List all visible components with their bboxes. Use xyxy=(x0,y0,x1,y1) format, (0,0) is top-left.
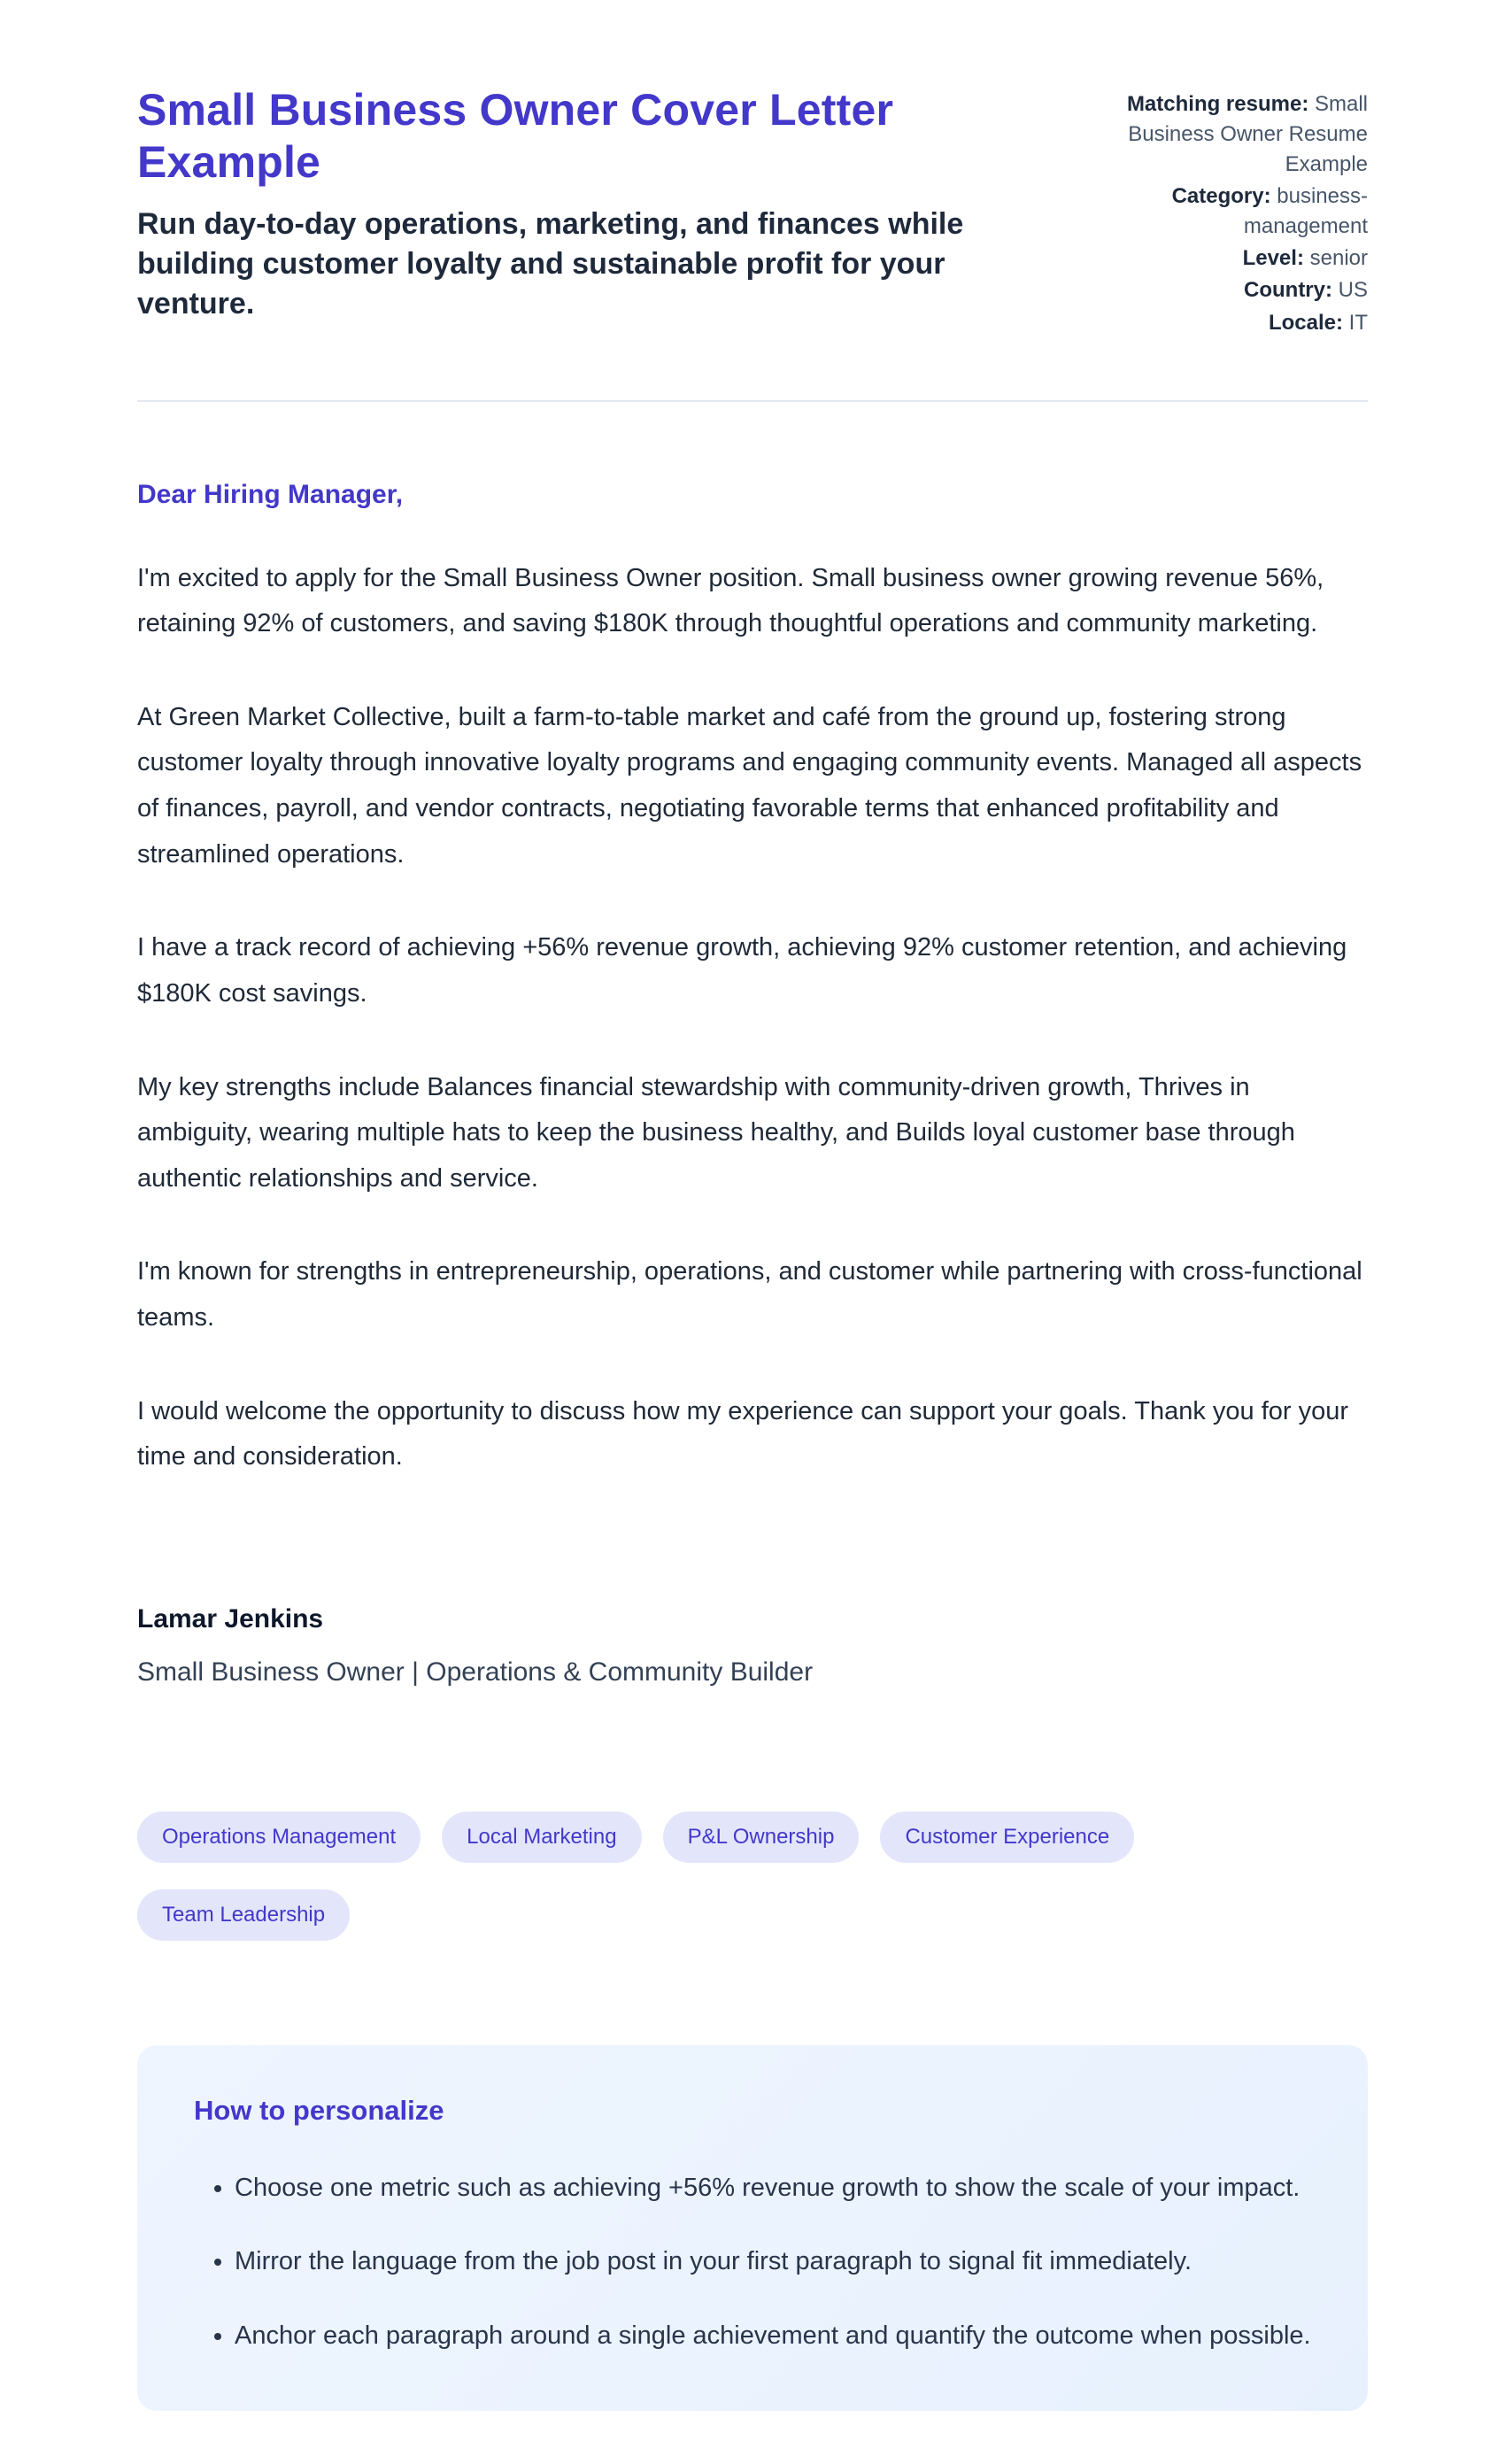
meta-matching-resume xyxy=(1111,89,1368,180)
meta-value: senior xyxy=(1309,246,1368,271)
skill-tag: Operations Management xyxy=(137,1811,421,1863)
meta-label: Category: xyxy=(1171,184,1271,209)
skill-tag: Local Marketing xyxy=(442,1811,641,1863)
skill-tags xyxy=(137,1811,1200,1941)
meta-label: Locale: xyxy=(1268,310,1343,335)
meta-label: Matching resume: xyxy=(1126,92,1309,116)
tip-item: • Mirror the language from the job post in your first paragraph to signal fit immediately. xyxy=(235,2239,1324,2285)
meta-value: business-management xyxy=(1243,184,1368,239)
resume-meta-panel xyxy=(1111,84,1368,340)
signature-name: Lamar Jenkins xyxy=(137,1603,324,1634)
tips-list xyxy=(174,2166,1324,2360)
meta-value: Small Business Owner Resume Example xyxy=(1128,92,1368,177)
skill-tag: Customer Experience xyxy=(880,1811,1134,1863)
letter-paragraph: I'm known for strengths in entrepreneurship, operations, and customer while partnering with cross-functional teams. xyxy=(137,1257,1362,1332)
signature-role: Small Business Owner | Operations & Community Builder xyxy=(137,1657,814,1687)
letter-body xyxy=(137,480,1368,2411)
meta-label: Level: xyxy=(1242,246,1304,271)
meta-label: Country: xyxy=(1244,278,1332,303)
page-title: Small Business Owner Cover Letter Example xyxy=(137,85,894,187)
letter-paragraph: My key strengths include Balances financial stewardship with community-driven growth, Thrives in ambiguity, wearing multiple hats to keep the business healthy, and Builds loyal customer base through authentic relationships and service. xyxy=(137,1072,1295,1193)
skill-tag: P&L Ownership xyxy=(663,1811,860,1863)
meta-locale xyxy=(1111,308,1368,338)
tip-item: • Anchor each paragraph around a single achievement and quantify the outcome when possible. xyxy=(235,2313,1324,2360)
tips-title: How to personalize xyxy=(194,2094,444,2126)
meta-value: IT xyxy=(1348,310,1368,335)
tip-item: • Choose one metric such as achieving +56% revenue growth to show the scale of your impact. xyxy=(235,2166,1324,2212)
letter-paragraph: At Green Market Collective, built a farm-to-table market and café from the ground up, fostering strong customer loyalty through innovative loyalty programs and engaging community events. Managed all aspects of finances, payroll, and vendor contracts, negotiating favorable terms that enhanced profitability and streamlined operations. xyxy=(137,702,1362,869)
letter-paragraph: I have a track record of achieving +56% revenue growth, achieving 92% customer retention, and achieving $180K cost savings. xyxy=(137,933,1347,1008)
letter-paragraph: I would welcome the opportunity to discuss how my experience can support your goals. Thank you for your time and consideration. xyxy=(137,1396,1349,1471)
header xyxy=(137,84,1368,340)
meta-level xyxy=(1111,243,1368,274)
signature-block xyxy=(137,1604,1368,1688)
meta-category xyxy=(1111,182,1368,242)
skill-tag: Team Leadership xyxy=(137,1889,350,1941)
letter-paragraph: I'm excited to apply for the Small Business Owner position. Small business owner growing revenue 56%, retaining 92% of customers, and saving $180K through thoughtful operations and community marketing. xyxy=(137,563,1324,638)
header-divider xyxy=(137,400,1368,402)
letter-greeting: Dear Hiring Manager, xyxy=(137,479,404,509)
meta-value: US xyxy=(1338,278,1368,303)
meta-country xyxy=(1111,275,1368,305)
header-title-block xyxy=(137,84,987,324)
page-subtitle: Run day-to-day operations, marketing, and finances while building customer loyalty and sustainable profit for your venture. xyxy=(137,207,964,321)
personalize-tips-box xyxy=(137,2045,1368,2411)
